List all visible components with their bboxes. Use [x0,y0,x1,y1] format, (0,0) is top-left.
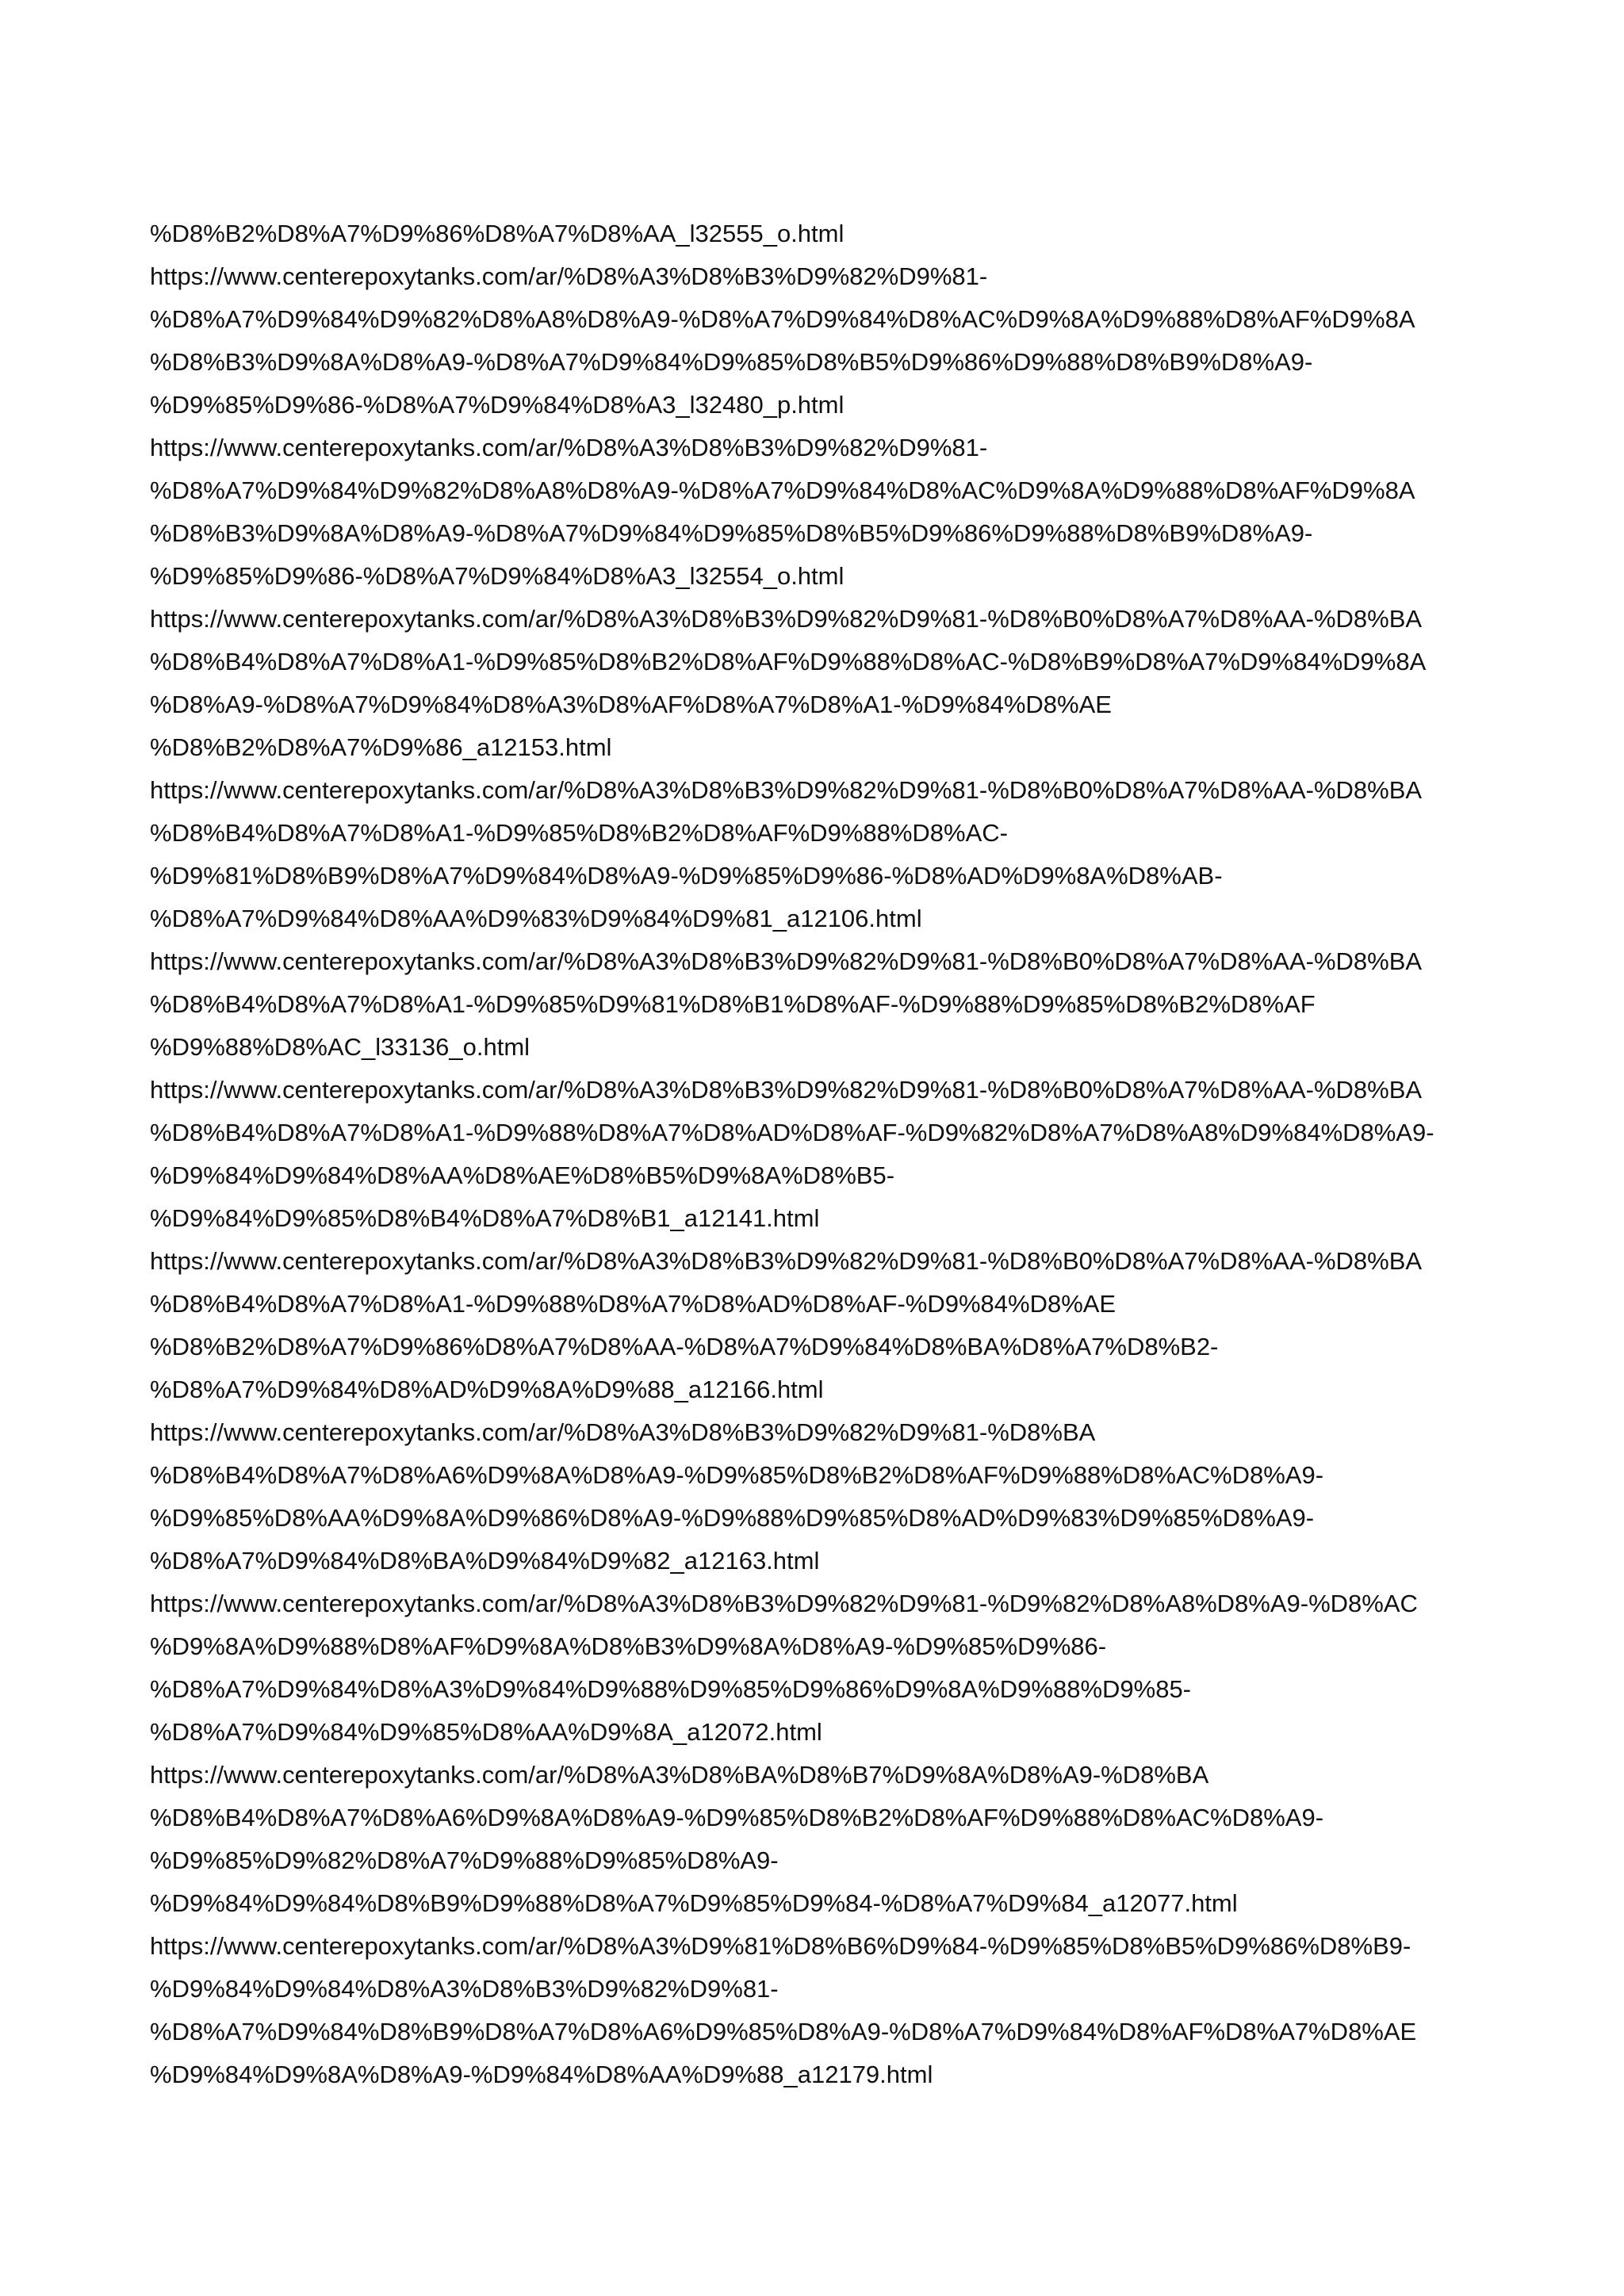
text-line: %D8%B4%D8%A7%D8%A1-%D9%88%D8%A7%D8%AD%D8%AF-%D9%84%D8%AE [150,1290,1116,1318]
text-line: %D9%84%D9%85%D8%B4%D8%A7%D8%B1_a12141.html [150,1204,820,1232]
url-list [150,212,1498,2096]
text-line: %D9%85%D9%82%D8%A7%D9%88%D9%85%D8%A9- [150,1846,779,1874]
text-line: %D8%B4%D8%A7%D8%A1-%D9%85%D8%B2%D8%AF%D9%88%D8%AC- [150,819,1009,847]
text-line: %D8%A7%D9%84%D9%82%D8%A8%D8%A9-%D8%A7%D9%84%D8%AC%D9%8A%D9%88%D8%AF%D9%8A [150,305,1415,333]
text-line: https://www.centerepoxytanks.com/ar/%D8%A3%D8%B3%D9%82%D9%81-%D9%82%D8%A8%D8%A9-%D8%AC [150,1590,1418,1617]
text-line: %D9%88%D8%AC_l33136_o.html [150,1033,530,1061]
text-line: https://www.centerepoxytanks.com/ar/%D8%A3%D8%B3%D9%82%D9%81-%D8%B0%D8%A7%D8%AA-%D8%BA [150,605,1423,633]
text-line: %D8%A7%D9%84%D9%82%D8%A8%D8%A9-%D8%A7%D9%84%D8%AC%D9%8A%D9%88%D8%AF%D9%8A [150,476,1415,504]
text-line: https://www.centerepoxytanks.com/ar/%D8%A3%D9%81%D8%B6%D9%84-%D9%85%D8%B5%D9%86%D8%B9- [150,1932,1411,1960]
text-line: %D8%B4%D8%A7%D8%A6%D9%8A%D8%A9-%D9%85%D8%B2%D8%AF%D9%88%D8%AC%D8%A9- [150,1461,1324,1489]
text-line: %D9%81%D8%B9%D8%A7%D9%84%D8%A9-%D9%85%D9%86-%D8%AD%D9%8A%D8%AB- [150,862,1223,890]
text-line: %D8%A7%D9%84%D8%AA%D9%83%D9%84%D9%81_a12106.html [150,905,922,932]
text-line: %D8%B2%D8%A7%D9%86%D8%A7%D8%AA-%D8%A7%D9%84%D8%BA%D8%A7%D8%B2- [150,1333,1219,1360]
text-line: %D8%A9-%D8%A7%D9%84%D8%A3%D8%AF%D8%A7%D8%A1-%D9%84%D8%AE [150,691,1112,718]
text-line: https://www.centerepoxytanks.com/ar/%D8%A3%D8%B3%D9%82%D9%81- [150,262,988,290]
text-line: %D9%84%D9%84%D8%B9%D9%88%D8%A7%D9%85%D9%84-%D8%A7%D9%84_a12077.html [150,1889,1238,1917]
text-line: https://www.centerepoxytanks.com/ar/%D8%A3%D8%B3%D9%82%D9%81- [150,434,988,461]
text-line: %D8%B4%D8%A7%D8%A1-%D9%85%D9%81%D8%B1%D8%AF-%D9%88%D9%85%D8%B2%D8%AF [150,990,1316,1018]
text-line: %D8%B4%D8%A7%D8%A1-%D9%88%D8%A7%D8%AD%D8%AF-%D9%82%D8%A7%D8%A8%D9%84%D8%A9- [150,1119,1434,1146]
text-line: %D8%B3%D9%8A%D8%A9-%D8%A7%D9%84%D9%85%D8%B5%D9%86%D9%88%D8%B9%D8%A9- [150,348,1313,376]
text-line: https://www.centerepoxytanks.com/ar/%D8%A3%D8%B3%D9%82%D9%81-%D8%B0%D8%A7%D8%AA-%D8%BA [150,947,1423,975]
text-line: %D9%8A%D9%88%D8%AF%D9%8A%D8%B3%D9%8A%D8%A9-%D9%85%D9%86- [150,1632,1107,1660]
text-line: %D8%A7%D9%84%D8%AD%D9%8A%D9%88_a12166.html [150,1376,824,1403]
text-line: %D8%B4%D8%A7%D8%A6%D9%8A%D8%A9-%D9%85%D8%B2%D8%AF%D9%88%D8%AC%D8%A9- [150,1804,1324,1831]
text-line: https://www.centerepoxytanks.com/ar/%D8%A3%D8%B3%D9%82%D9%81-%D8%B0%D8%A7%D8%AA-%D8%BA [150,776,1423,804]
text-line: %D9%84%D9%8A%D8%A9-%D9%84%D8%AA%D9%88_a12179.html [150,2061,933,2088]
text-line: https://www.centerepoxytanks.com/ar/%D8%A3%D8%B3%D9%82%D9%81-%D8%BA [150,1418,1096,1446]
text-line: %D9%85%D9%86-%D8%A7%D9%84%D8%A3_l32554_o.html [150,562,845,590]
text-line: https://www.centerepoxytanks.com/ar/%D8%A3%D8%B3%D9%82%D9%81-%D8%B0%D8%A7%D8%AA-%D8%BA [150,1247,1423,1275]
text-line: %D8%A7%D9%84%D9%85%D8%AA%D9%8A_a12072.html [150,1718,822,1746]
text-line: %D8%B3%D9%8A%D8%A9-%D8%A7%D9%84%D9%85%D8%B5%D9%86%D9%88%D8%B9%D8%A9- [150,519,1313,547]
text-line: %D8%A7%D9%84%D8%B9%D8%A7%D8%A6%D9%85%D8%A9-%D8%A7%D9%84%D8%AF%D8%A7%D8%AE [150,2018,1417,2045]
text-line: %D9%85%D9%86-%D8%A7%D9%84%D8%A3_l32480_p.html [150,391,845,419]
text-line: %D9%84%D9%84%D8%A3%D8%B3%D9%82%D9%81- [150,1975,779,2003]
text-line: %D8%A7%D9%84%D8%BA%D9%84%D9%82_a12163.html [150,1547,820,1575]
text-line: %D8%A7%D9%84%D8%A3%D9%84%D9%88%D9%85%D9%86%D9%8A%D9%88%D9%85- [150,1675,1192,1703]
text-line: %D8%B4%D8%A7%D8%A1-%D9%85%D8%B2%D8%AF%D9%88%D8%AC-%D8%B9%D8%A7%D9%84%D9%8A [150,648,1427,675]
text-line: %D9%84%D9%84%D8%AA%D8%AE%D8%B5%D9%8A%D8%B5- [150,1161,895,1189]
text-line: https://www.centerepoxytanks.com/ar/%D8%A3%D8%BA%D8%B7%D9%8A%D8%A9-%D8%BA [150,1761,1209,1789]
text-line: %D8%B2%D8%A7%D9%86%D8%A7%D8%AA_l32555_o.html [150,220,845,247]
text-line: %D9%85%D8%AA%D9%8A%D9%86%D8%A9-%D9%88%D9%85%D8%AD%D9%83%D9%85%D8%A9- [150,1504,1315,1532]
text-line: https://www.centerepoxytanks.com/ar/%D8%A3%D8%B3%D9%82%D9%81-%D8%B0%D8%A7%D8%AA-%D8%BA [150,1076,1423,1104]
text-line: %D8%B2%D8%A7%D9%86_a12153.html [150,733,612,761]
